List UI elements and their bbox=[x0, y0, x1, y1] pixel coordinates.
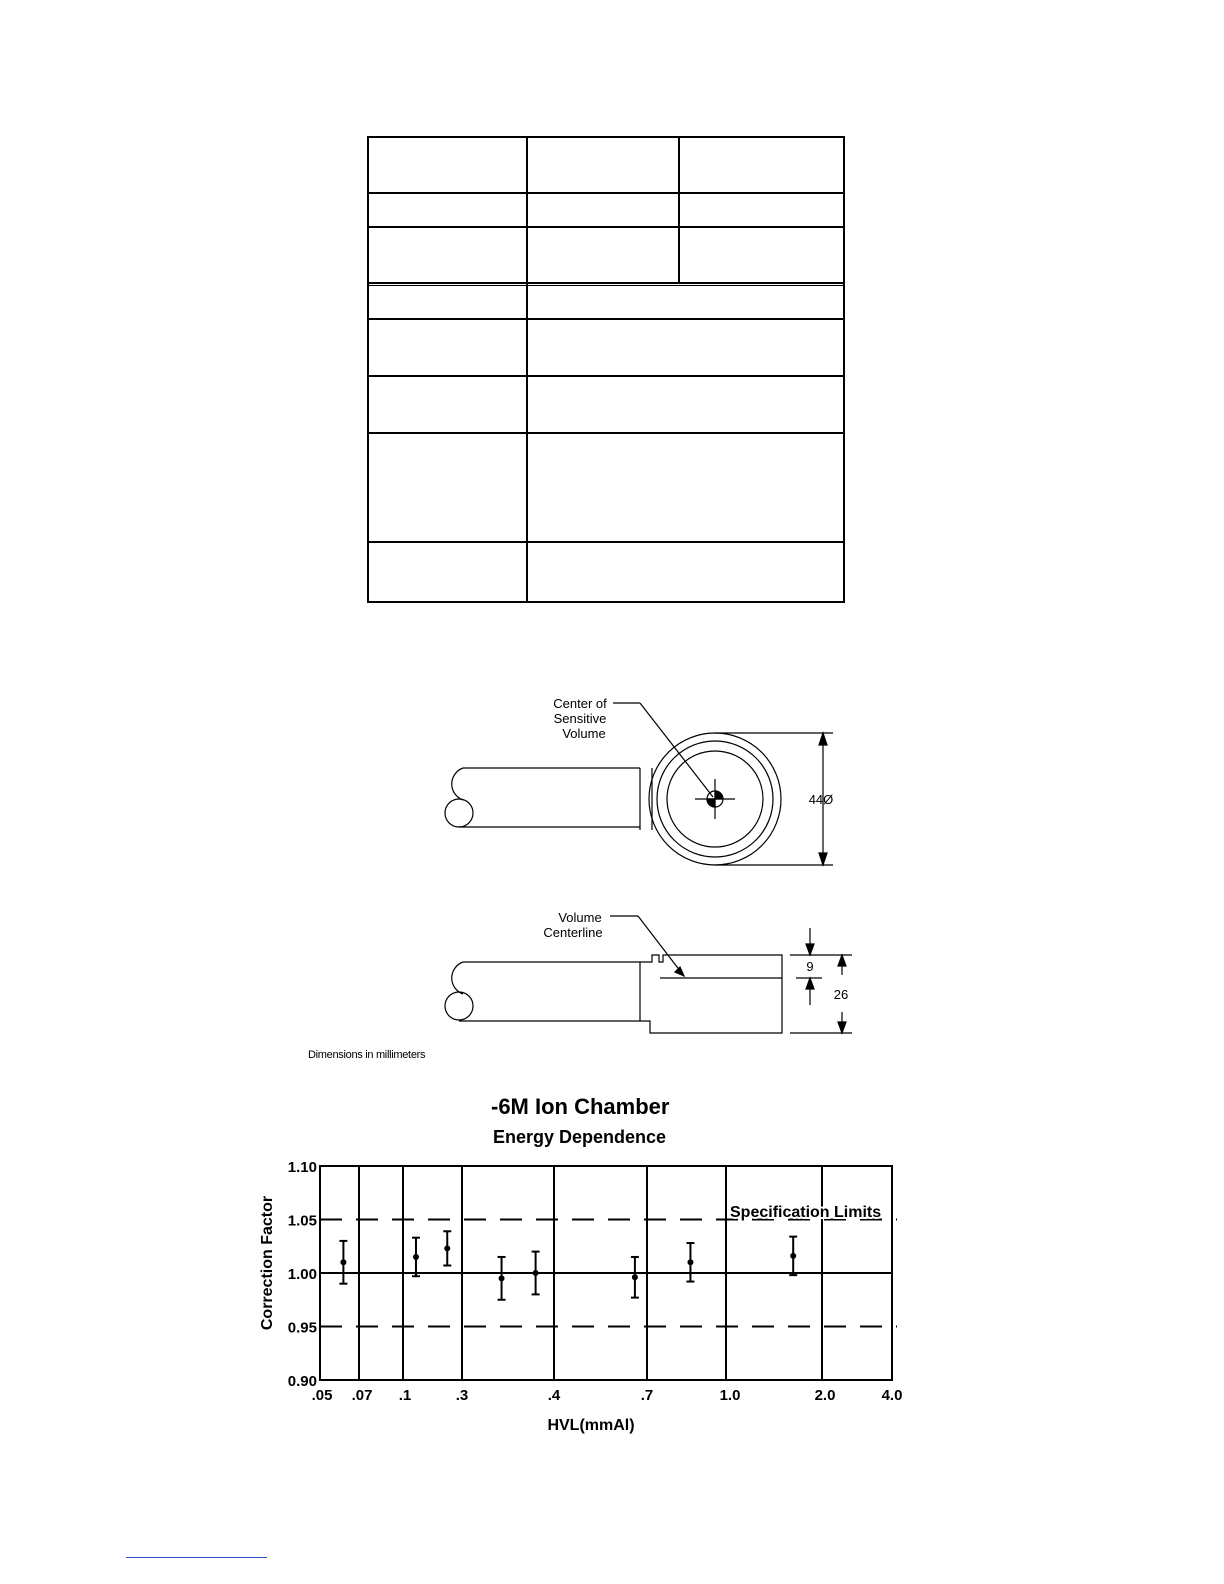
callout-center-line2: Sensitive bbox=[553, 711, 607, 726]
x-tick-label: .4 bbox=[547, 1387, 561, 1404]
diameter-label: 44Ø bbox=[808, 792, 834, 807]
data-point bbox=[632, 1274, 638, 1280]
cable-loop-lower bbox=[445, 992, 473, 1020]
y-tick-label: 0.95 bbox=[287, 1319, 317, 1337]
data-point bbox=[499, 1275, 505, 1281]
y-tick-label: 1.05 bbox=[287, 1212, 317, 1230]
data-point bbox=[340, 1259, 346, 1265]
specification-limits-label: Specification Limits bbox=[730, 1204, 882, 1221]
cable-body-top-view bbox=[459, 768, 640, 827]
cable-body-side-view bbox=[459, 962, 640, 1021]
x-tick-label: 4.0 bbox=[881, 1387, 903, 1404]
data-point bbox=[687, 1259, 693, 1265]
y-tick-label: 1.00 bbox=[287, 1266, 317, 1283]
x-tick-label: .07 bbox=[351, 1387, 373, 1404]
x-tick-label: 1.0 bbox=[719, 1387, 741, 1404]
y-axis-label: Correction Factor bbox=[259, 1195, 276, 1331]
x-tick-label: .7 bbox=[640, 1387, 654, 1404]
y-tick-label: 0.90 bbox=[287, 1373, 317, 1390]
data-point bbox=[444, 1245, 450, 1251]
dim-total-label: 26 bbox=[833, 987, 849, 1002]
x-tick-label: .3 bbox=[455, 1387, 469, 1404]
callout-volume-line2: Centerline bbox=[543, 925, 603, 940]
x-axis-label: HVL(mmAl) bbox=[547, 1417, 635, 1434]
x-tick-label: .1 bbox=[398, 1387, 412, 1404]
dim-small-label: 9 bbox=[806, 959, 814, 974]
footnote-rule bbox=[126, 1557, 267, 1558]
chart-title: -6M Ion Chamber bbox=[491, 1094, 670, 1119]
data-point bbox=[413, 1254, 419, 1260]
cable-loop-upper bbox=[452, 962, 463, 994]
drawing-caption: Dimensions in millimeters bbox=[308, 1049, 426, 1061]
x-tick-label: 2.0 bbox=[814, 1387, 836, 1404]
chart-subtitle: Energy Dependence bbox=[493, 1127, 667, 1147]
energy-dependence-chart bbox=[0, 1150, 1224, 1450]
chamber-side-profile bbox=[640, 955, 782, 1033]
x-tick-label: .05 bbox=[311, 1387, 333, 1404]
data-point bbox=[790, 1253, 796, 1259]
cable-loop-upper bbox=[452, 768, 463, 800]
y-tick-label: 1.10 bbox=[287, 1159, 317, 1176]
cable-loop-lower bbox=[445, 799, 473, 827]
callout-center-line1: Center of bbox=[553, 696, 607, 711]
data-point bbox=[533, 1270, 539, 1276]
callout-center-line3: Volume bbox=[562, 726, 606, 741]
callout-volume-line1: Volume bbox=[558, 910, 602, 925]
